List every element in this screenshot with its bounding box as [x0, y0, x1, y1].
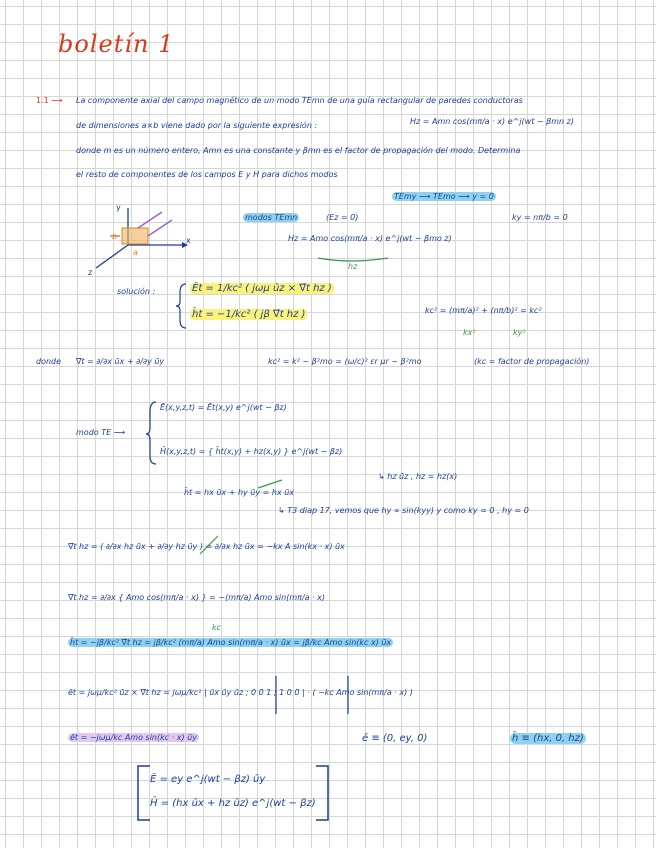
kc-ky-label: ky² [513, 328, 526, 337]
ky-zero: ky = nπ/b = 0 [512, 213, 568, 222]
eq-ht [68, 638, 393, 647]
modo-te-note2: ↳ T3 diap 17, vemos que hy ∝ sin(kyy) y como ky = 0 , hy = 0 [278, 506, 529, 515]
page-title: boletín 1 [58, 30, 175, 58]
solucion-ht [190, 309, 307, 320]
donde-gradient: ∇̄t = ∂/∂x ūx + ∂/∂y ūy [76, 357, 165, 366]
modo-te-note1: ↳ hz ūz , hz = hz(x) [378, 472, 458, 481]
donde-note: (kc = factor de propagación) [474, 357, 590, 366]
h-vector [510, 733, 586, 744]
problem-number: 1.1 ⟶ [36, 96, 63, 105]
solucion-et-text: Ēt = 1/kc² ( jωμ ūz × ∇̄t hz ) [192, 283, 332, 294]
diagram-x-axis: x [186, 236, 191, 245]
hz-mode-equation: Hz = Amo cos(mπ/a · x) e^j(wt − βmo z) [288, 234, 452, 243]
solucion-et [190, 283, 334, 294]
kc-equation: kc² = (mπ/a)² + (nπ/b)² = kc² [425, 306, 542, 315]
eq-grad-hz-2: ∇̄t hz = ∂/∂x { Amo cos(mπ/a · x) } = −(mπ/a) Amo sin(mπ/a · x) [68, 593, 326, 602]
boxed-H: H̄ = (hx ūx + hz ūz) e^j(wt − βz) [150, 798, 316, 809]
diagram-z-axis: z [88, 268, 93, 277]
eq-et-final-text: ēt = −jωμ/kc Amo sin(kc · x) ūy [70, 733, 197, 742]
e-vector: ē ≡ (0, ey, 0) [362, 733, 428, 744]
diagram-dim-a: a [133, 248, 138, 257]
te-chain-text: TEmy ⟶ TEmo ⟶ y = 0 [394, 192, 494, 201]
diagram-y-axis: y [116, 203, 121, 212]
boxed-E: Ē = ey e^j(wt − βz) ūy [150, 774, 266, 785]
eq-ht-text: h̄t = −jβ/kc² ∇̄t hz = jβ/kc² (mπ/a) Amo sin(mπ/a · x) ūx = jβ/kc Amo sin(kc x) ūx [70, 638, 392, 647]
modo-te-E-text: Ē(x,y,z,t) = Ēt(x,y) e^j(wt − βz) [160, 403, 287, 412]
solucion-label: solución : [117, 287, 156, 296]
modo-te-E [160, 403, 287, 412]
problem-line-2: de dimensiones a×b viene dado por la siguiente expresión : [76, 121, 318, 130]
hz-mode-label: hz [348, 262, 358, 271]
hz-expression: Hz = Amn cos(mπ/a · x) e^j(wt − βmn z) [410, 117, 574, 126]
problem-line-4: el resto de componentes de los campos E y H para dichos modos [76, 170, 338, 179]
modo-te-ht: h̄t = hx ūx + hy ūy = hx ūx [184, 488, 295, 497]
eq-grad-hz: ∇̄t hz = ( ∂/∂x hz ūx + ∂/∂y hz ūy ) = ∂/∂x hz ūx = −kx A sin(kx · x) ūx [68, 542, 345, 551]
solucion-ht-text: h̄t = −1/kc² ( jβ ∇̄t hz ) [192, 309, 306, 320]
eq-et: ēt = jωμ/kc² ūz × ∇̄t hz = jωμ/kc² | ūx ūy ūz ; 0 0 1 ; 1 0 0 | · ( −kc Amo sin(mπ/a · x) ) [68, 688, 413, 697]
donde-kc2: kc² = k² − β²mo = (ω/c)² εr μr − β²mo [268, 357, 422, 366]
h-vector-text: h̄ ≡ (hx, 0, hz) [512, 733, 584, 744]
eq-ht-kc-label: kc [212, 623, 222, 632]
modos-te-text: modos TEmn [245, 213, 298, 222]
donde-label: donde [36, 357, 62, 366]
waveguide-box [110, 212, 172, 244]
problem-line-1: La componente axial del campo magnético de un modo TEmn de una guía rectangular de paredes conductoras [76, 96, 523, 105]
problem-line-3: donde m es un número entero, Amn es una constante y βmn es el factor de propagación del modo. Determina [76, 146, 521, 155]
modo-te-label: modo TE ⟶ [76, 428, 126, 437]
ez-zero: (Ez = 0) [326, 213, 359, 222]
modo-te-H: H̄(x,y,z,t) = { h̄t(x,y) + hz(x,y) } e^j(wt − βz) [160, 447, 343, 456]
diagram-dim-b: b [112, 232, 118, 241]
eq-et-final [68, 733, 199, 742]
kc-kx-label: kx² [463, 328, 476, 337]
